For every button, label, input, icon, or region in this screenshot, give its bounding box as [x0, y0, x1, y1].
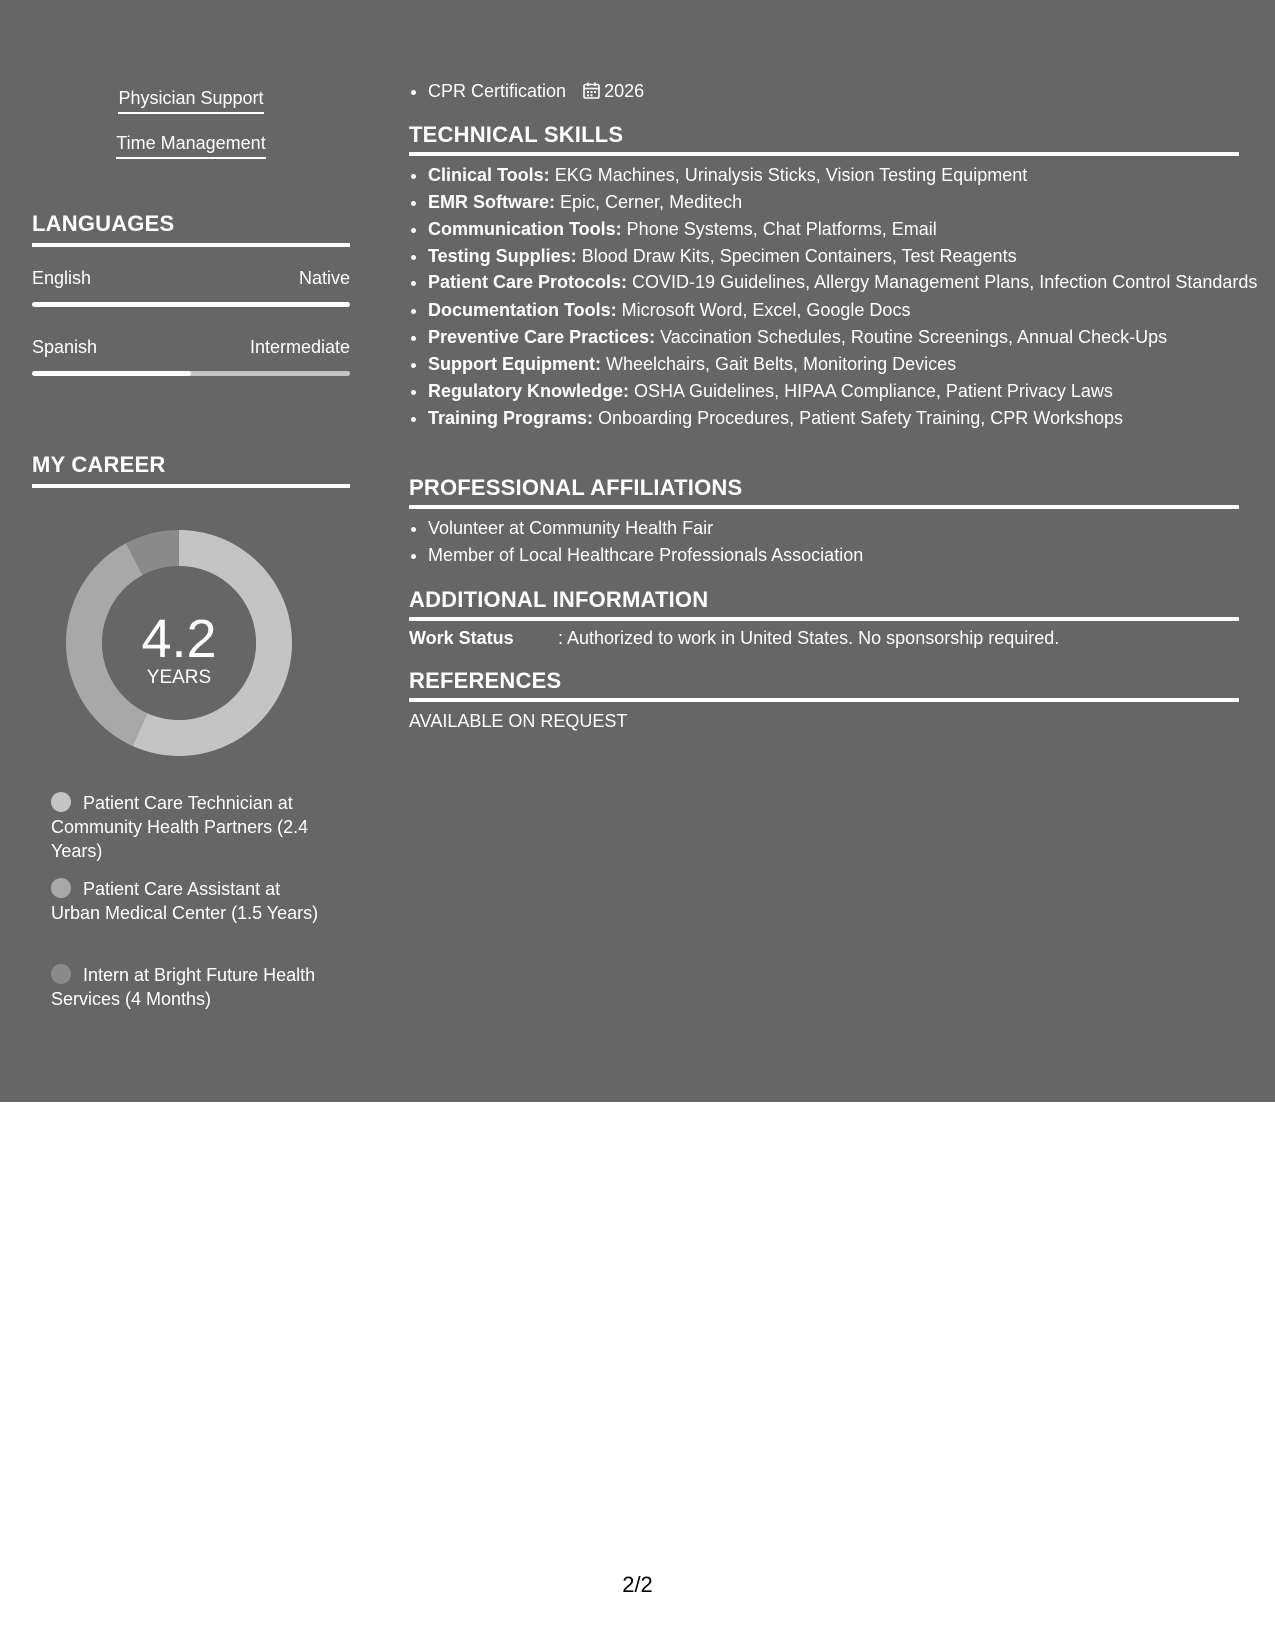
technical-skill-item: [428, 270, 1258, 294]
technical-skill-value: COVID-19 Guidelines, Allergy Management Plans, Infection Control Standards: [627, 272, 1258, 292]
technical-skill-item: [428, 351, 1258, 378]
affiliations-list: [409, 515, 1258, 569]
technical-skill-value: Blood Draw Kits, Specimen Containers, Test Reagents: [576, 246, 1017, 266]
career-legend-text: Patient Care Technician at Community Health Partners (2.4 Years): [51, 793, 309, 861]
technical-skill-item: [428, 405, 1258, 432]
technical-skill-label: Patient Care Protocols:: [428, 272, 628, 292]
career-legend-text: Patient Care Assistant at Urban Medical Center (1.5 Years): [51, 879, 319, 923]
technical-skill-item: [428, 189, 1258, 216]
skill-tag: [32, 133, 350, 159]
technical-skill-value: EKG Machines, Urinalysis Sticks, Vision Testing Equipment: [549, 165, 1028, 185]
legend-dot-icon: [51, 792, 71, 812]
technical-skill-label: Regulatory Knowledge:: [428, 381, 630, 401]
career-donut-chart: [66, 530, 292, 756]
technical-skill-value: Epic, Cerner, Meditech: [555, 192, 743, 212]
affiliation-item: • Volunteer at Community Health Fair: [428, 515, 1258, 542]
certification-year: 2026: [604, 81, 645, 101]
technical-skill-item: [428, 216, 1258, 243]
additional-info-heading: ADDITIONAL INFORMATION: [409, 587, 1239, 621]
career-total-value: 4.2: [141, 609, 217, 669]
legend-dot-icon: [51, 964, 71, 984]
language-proficiency-bar: [32, 371, 350, 376]
career-legend-item: [51, 963, 331, 1011]
career-legend-text: Intern at Bright Future Health Services (4 Months): [51, 965, 316, 1009]
technical-skill-label: Documentation Tools:: [428, 300, 617, 320]
certification-name: CPR Certification: [428, 81, 567, 101]
languages-heading: LANGUAGES: [32, 211, 350, 247]
references-heading: REFERENCES: [409, 668, 1239, 702]
technical-skill-value: Microsoft Word, Excel, Google Docs: [616, 300, 911, 320]
technical-skill-label: Clinical Tools:: [428, 165, 550, 185]
certification-item: [428, 78, 1258, 105]
technical-skill-label: Communication Tools:: [428, 219, 622, 239]
career-total-unit: YEARS: [146, 667, 212, 688]
technical-skill-value: Onboarding Procedures, Patient Safety Training, CPR Workshops: [593, 408, 1123, 428]
career-legend-item: [51, 791, 331, 863]
technical-skill-item: [428, 243, 1258, 270]
technical-skill-item: [428, 378, 1258, 405]
affiliations-heading: PROFESSIONAL AFFILIATIONS: [409, 475, 1239, 509]
legend-dot-icon: [51, 878, 71, 898]
certification-list: [409, 78, 1258, 105]
language-proficiency-bar: [32, 302, 350, 307]
skill-tag-label: Time Management: [116, 133, 265, 159]
language-level: Native: [298, 268, 350, 288]
technical-skill-label: Training Programs:: [428, 408, 594, 428]
technical-skill-item: [428, 297, 1258, 324]
technical-skill-label: EMR Software:: [428, 192, 556, 212]
references-value: AVAILABLE ON REQUEST: [409, 711, 628, 731]
page-number: 2/2: [622, 1572, 653, 1597]
skill-tag: [32, 88, 350, 114]
technical-skill-value: Wheelchairs, Gait Belts, Monitoring Devices: [600, 354, 957, 374]
affiliation-item: • Member of Local Healthcare Professionals Association: [428, 542, 1258, 569]
skill-tag-label: Physician Support: [118, 88, 263, 114]
technical-skills-list: [409, 162, 1258, 432]
work-status-value: : Authorized to work in United States. No sponsorship required.: [558, 628, 1060, 648]
technical-skill-label: Preventive Care Practices:: [428, 327, 656, 347]
language-name: English: [32, 268, 92, 288]
language-level: Intermediate: [249, 337, 350, 357]
technical-skill-item: [428, 162, 1258, 189]
technical-skill-value: Vaccination Schedules, Routine Screenings, Annual Check-Ups: [655, 327, 1168, 347]
technical-skill-value: OSHA Guidelines, HIPAA Compliance, Patient Privacy Laws: [629, 381, 1113, 401]
language-proficiency-fill: [32, 302, 350, 307]
calendar-icon: [583, 82, 600, 99]
technical-skill-label: Support Equipment:: [428, 354, 601, 374]
technical-skill-item: [428, 324, 1258, 351]
career-legend-item: [51, 877, 331, 925]
work-status-label: Work Status: [409, 628, 514, 648]
language-proficiency-fill: [32, 371, 191, 376]
work-status-row: [409, 628, 1239, 649]
language-name: Spanish: [32, 337, 98, 357]
technical-skills-heading: TECHNICAL SKILLS: [409, 122, 1239, 156]
career-heading: MY CAREER: [32, 452, 350, 488]
technical-skill-value: Phone Systems, Chat Platforms, Email: [621, 219, 937, 239]
technical-skill-label: Testing Supplies:: [428, 246, 577, 266]
